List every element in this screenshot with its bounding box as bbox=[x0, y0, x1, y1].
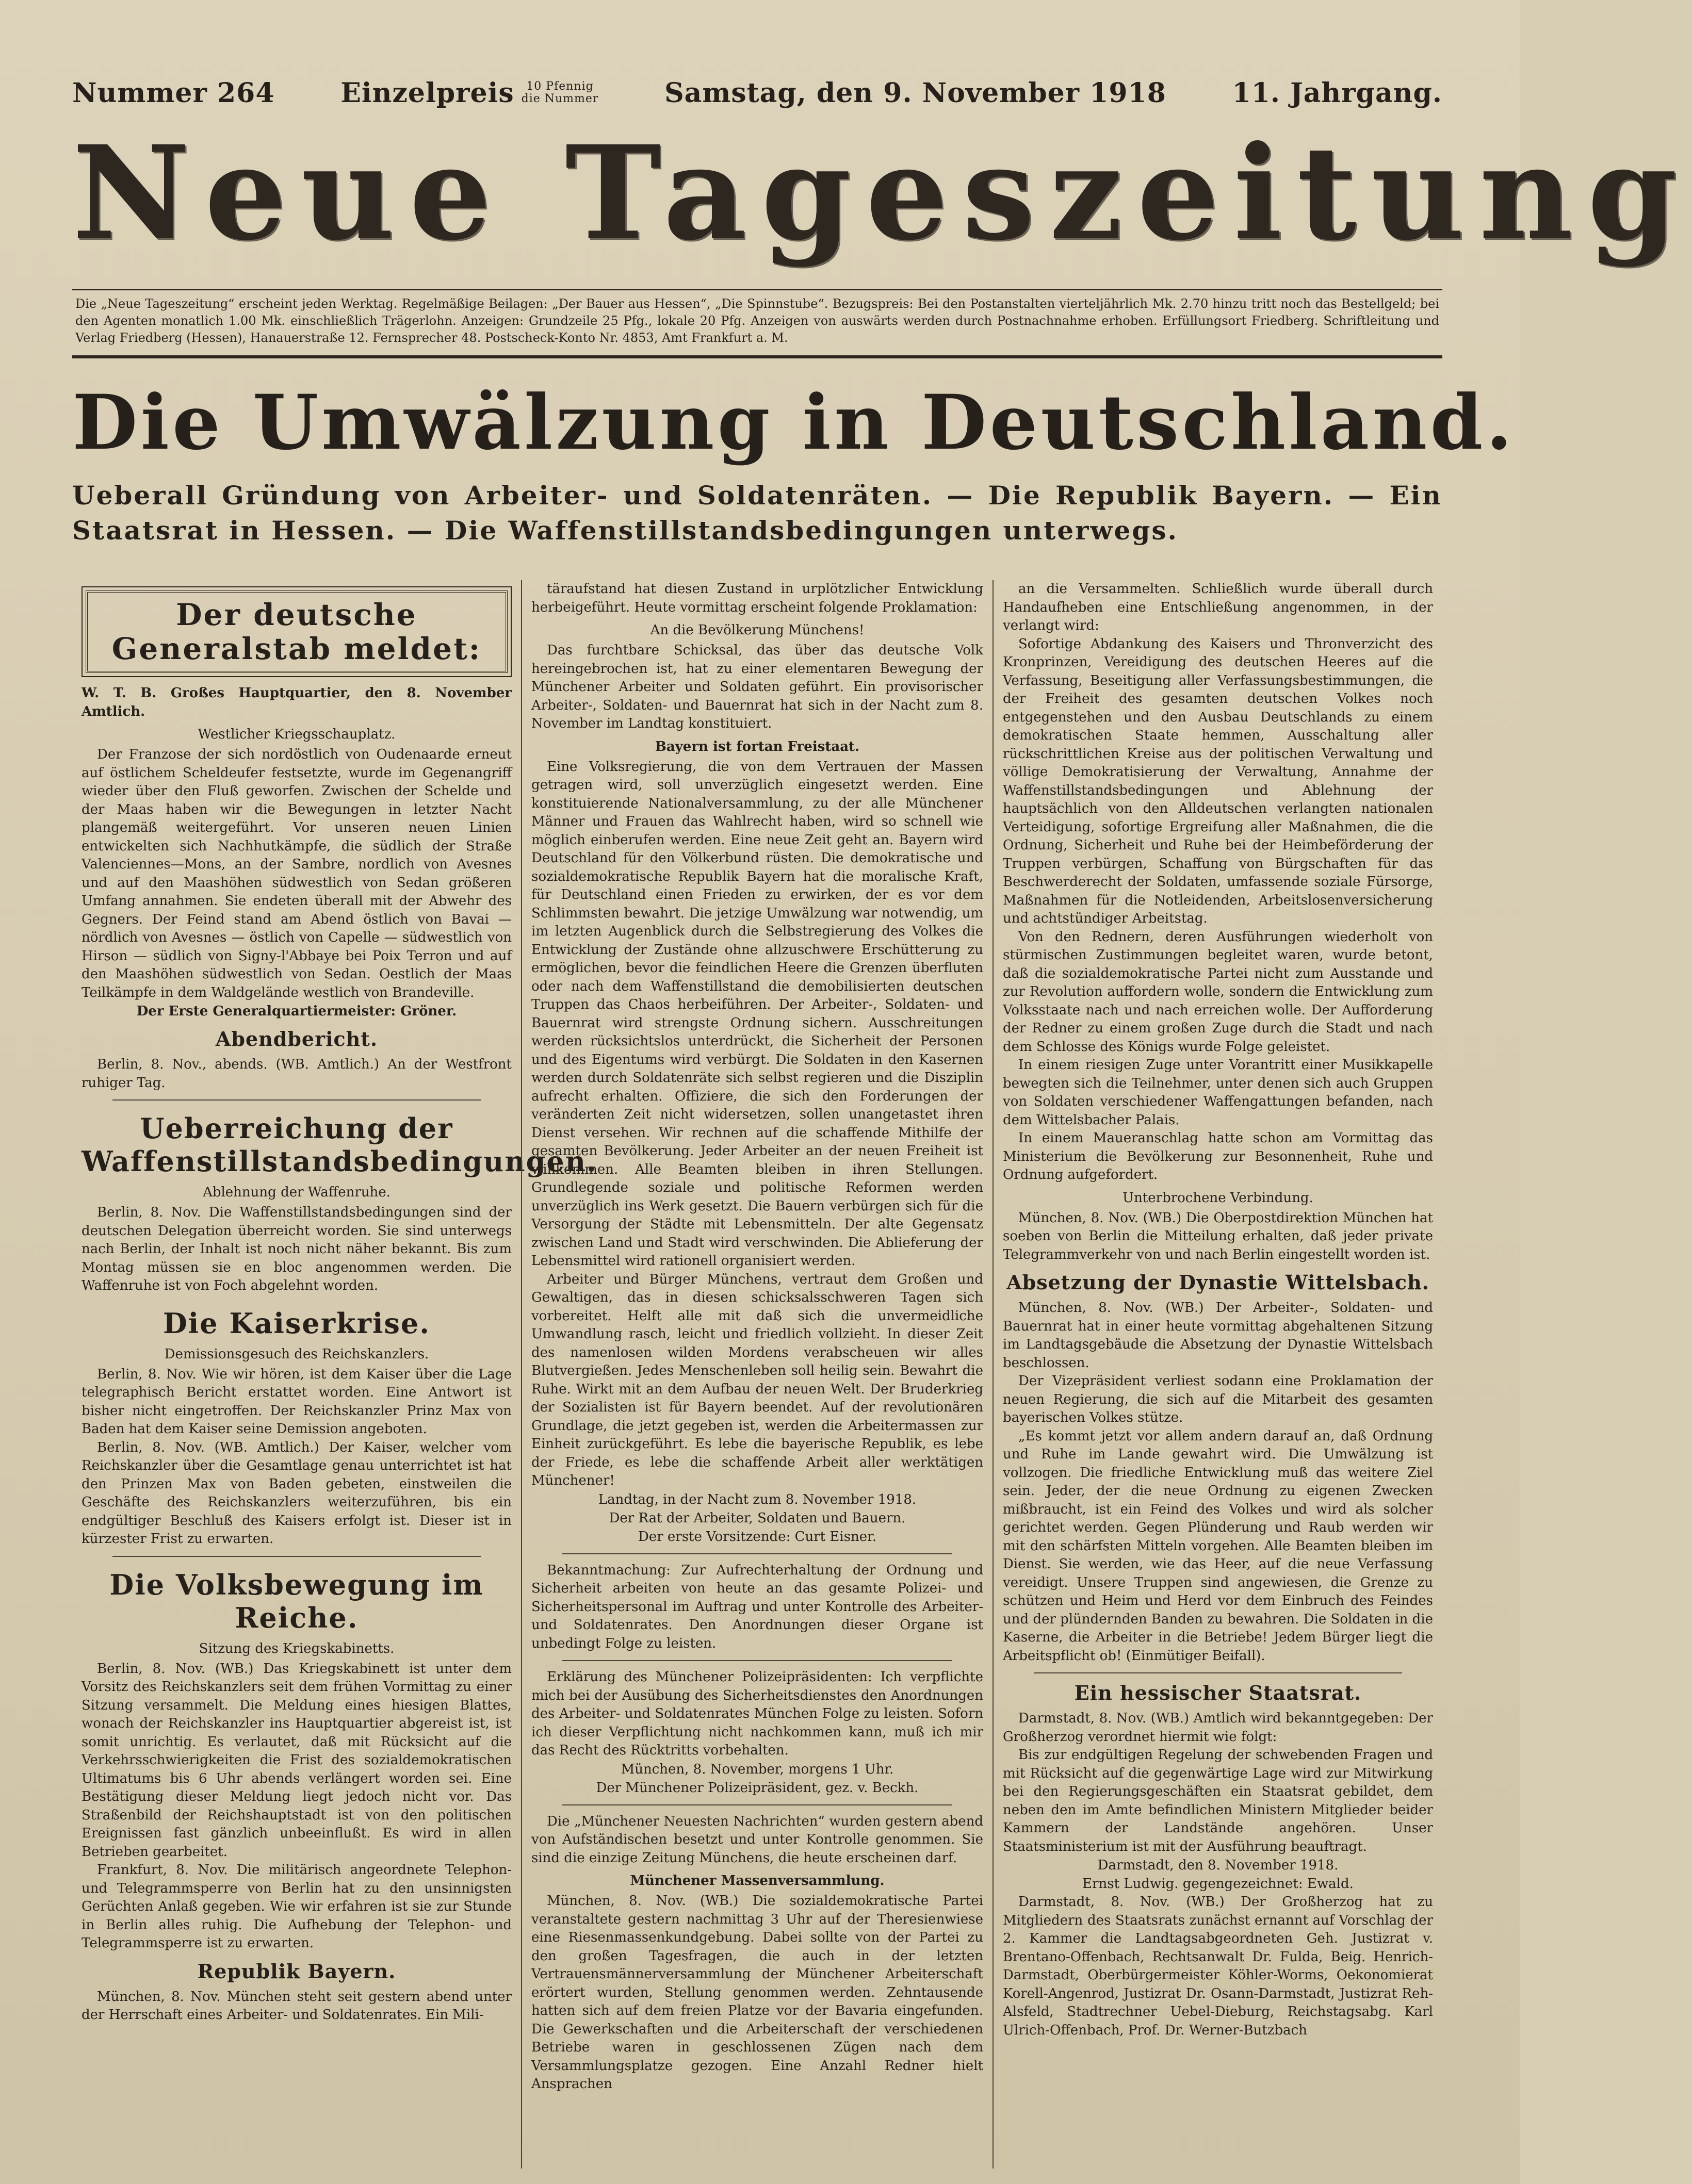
price-value: 10 Pfennig bbox=[526, 80, 594, 93]
article-paragraph: Erklärung des Münchener Polizeipräsidenten: Ich verpflichte mich bei der Ausübung des Sicherheitsdienstes den Anordnungen des Arbeiter- und Soldatenrates München Folge zu leisten. Soforn ich dieser Verpflichtung nicht nachkommen kann, muß ich mir das Recht des Rücktritts vorbehalten. bbox=[531, 1669, 983, 1758]
section-heading: Ueberreichung der Waffenstillstandsbedingungen. bbox=[82, 1112, 597, 1178]
article-paragraph: Von den Rednern, deren Ausführungen wiederholt von stürmischen Zustimmungen begleitet waren, wurde betont, daß die sozialdemokratische Partei nicht zum Ausstande und zur Revolution auffordern wolle, sondern die Entwicklung zum Volksstaate nach und nach erreichen wolle. Der Aufforderung der Redner zu einem großen Zuge durch die Stadt und nach dem Schlosse des Königs wurde Folge geleistet. bbox=[1003, 929, 1433, 1055]
subscription-info: Die „Neue Tageszeitung“ erscheint jeden Werktag. Regelmäßige Beilagen: „Der Bauer aus Hessen“, „Die Spinnstube“. Bezugspreis: Bei den Postanstalten vierteljährlich Mk. 2.70 hinzu tritt noch das Bestellgeld; bei den Agenten monatlich 1.00 Mk. einschließlich Trägerlohn. Anzeigen: Grundzeile 25 Pfg., lokale 20 Pfg. Anzeigen von auswärts werden durch Postnachnahme erhoben. Erfüllungsort Friedberg. Schriftleitung und Verlag Friedberg (Hessen), Hanauerstraße 12. Fernsprecher 48. Postscheck-Konto Nr. 4853, Amt Frankfurt a. M. bbox=[72, 289, 1442, 358]
signature: München, 8. November, morgens 1 Uhr. bbox=[621, 1761, 894, 1777]
section-heading: Absetzung der Dynastie Wittelsbach. bbox=[1006, 1271, 1429, 1294]
wtb-line: W. T. B. Großes Hauptquartier, den 8. November Amtlich. bbox=[82, 685, 512, 719]
article-paragraph: Berlin, 8. Nov. Wie wir hören, ist dem Kaiser über die Lage telegraphisch Bericht erstattet worden. Eine Antwort ist bisher nicht eingetroffen. Der Reichskanzler Prinz Max von Baden hat dem Kaiser seine Demission angeboten. bbox=[82, 1366, 512, 1437]
signature: Darmstadt, den 8. November 1918. bbox=[1097, 1858, 1339, 1873]
article-paragraph: Bis zur endgültigen Regelung der schwebenden Fragen und mit Rücksicht auf die gegenwärtige Lage wird zur Mitwirkung bei den Regierungsgeschäften ein Staatsrat gebildet, dem neben den im Amte befindlichen Ministern Mitglieder beider Kammern der Landstände angehören. Unser Staatsministerium ist mit der Ausführung beauftragt. bbox=[1003, 1747, 1433, 1854]
article-paragraph: Das furchtbare Schicksal, das über das deutsche Volk hereingebrochen ist, hat zu einer elementaren Bewegung der Münchener Arbeiter und Soldaten geführt. Ein provisorischer Arbeiter-, Soldaten- und Bauernrat hat sich in der Nacht zum 8. November im Landtag konstituiert. bbox=[531, 643, 983, 731]
section-heading: Republik Bayern. bbox=[197, 1959, 396, 1983]
article-paragraph: In einem Maueranschlag hatte schon am Vormittag das Ministerium die Bevölkerung zur Besonnenheit, Ruhe und Ordnung aufgefordert. bbox=[1003, 1130, 1433, 1183]
main-headline: Die Umwälzung in Deutschland. bbox=[72, 379, 1516, 467]
article-paragraph: Berlin, 8. Nov., abends. (WB. Amtlich.) An der Westfront ruhiger Tag. bbox=[82, 1057, 512, 1091]
signature: Der erste Vorsitzende: Curt Eisner. bbox=[638, 1529, 877, 1545]
sub-heading: Bayern ist fortan Freistaat. bbox=[655, 738, 860, 754]
sub-heading: Unterbrochene Verbindung. bbox=[1122, 1190, 1313, 1206]
article-paragraph: Eine Volksregierung, die von dem Vertrauen der Massen getragen wird, soll unverzüglich eingesetzt werden. Eine konstituierende Nationalversammlung, zu der alle Münchener Männer und Frauen das Wahlrecht haben, wird so schnell wie möglich einberufen werden. Eine neue Zeit geht an. Bayern wird Deutschland für den Völkerbund rüsten. Die demokratische und sozialdemokratische Republik Bayern hat die moralische Kraft, für Deutschland einen Frieden zu erwirken, der es vor dem Schlimmsten bewahrt. Die jetzige Umwälzung war notwendig, um im letzten Augenblick durch die Selbstregierung des Volkes die Entwicklung der Zustände ohne allzuschwere Erschütterung zu ermöglichen, bevor die feindlichen Heere die Grenzen überfluten oder nach dem Waffenstillstand die demobilisierten deutschen Truppen das Chaos herbeiführen. Der Arbeiter-, Soldaten- und Bauernrat wird strengste Ordnung sichern. Ausschreitungen werden rücksichtslos unterdrückt, die Sicherheit der Personen und des Eigentums wird verbürgt. Die Soldaten in den Kasernen werden durch Soldatenräte sich selbst regieren und die Disziplin aufrecht erhalten. Offiziere, die sich den Forderungen der veränderten Zeit nicht widersetzen, sollen unangetastet ihren Dienst versehen. Wir rechnen auf die schaffende Mithilfe der gesamten Bevölkerung. Jeder Arbeiter an der neuen Freiheit ist willkommen. Alle Beamten bleiben in ihren Stellungen. Grundlegende soziale und politische Reformen werden unverzüglich ins Werk gesetzt. Die Bauern verbürgen sich für die Versorgung der Städte mit Lebensmitteln. Der alte Gegensatz zwischen Land und Stadt wird verschwinden. Die Ablieferung der Lebensmittel wird rationell organisiert werden. bbox=[531, 759, 983, 1269]
sub-heading: Münchener Massenversammlung. bbox=[630, 1873, 885, 1889]
divider bbox=[112, 1099, 481, 1101]
sub-headline: Ueberall Gründung von Arbeiter- und Soldatenräten. — Die Republik Bayern. — Ein Staatsrat in Hessen. — Die Waffenstillstandsbedingungen unterwegs. bbox=[72, 480, 1442, 546]
article-paragraph: In einem riesigen Zuge unter Vorantritt einer Musikkapelle bewegten sich die Teilnehmer, unter denen sich auch Gruppen von Soldaten verschiedener Waffengattungen befanden, nach dem Wittelsbacher Palais. bbox=[1003, 1057, 1433, 1128]
article-paragraph: Sofortige Abdankung des Kaisers und Thronverzicht des Kronprinzen, Vereidigung des deutschen Heeres auf die Verfassung, Beseitigung aller Verfassungsbestimmungen, die der Freiheit des gesamten deutschen Volkes noch entgegenstehen und den Ausbau Deutschlands zu einem demokratischen Staate hemmen, Ausschaltung aller rückschrittlichen Kreise aus der politischen Verwaltung und völlige Demokratisierung der Verwaltung, Annahme der Waffenstillstandsbedingungen und Ablehnung der hauptsächlich von den Alldeutschen verlangten nationalen Verteidigung, sofortige Ergreifung aller Maßnahmen, die die Ordnung, Sicherheit und Ruhe bei der Heimbeförderung der Truppen verbürgen, Schaffung von Bürgschaften für das Beschwerderecht der Soldaten, umfassende soziale Fürsorge, Maßnahmen für die Notleidenden, Arbeitslosenversicherung und achtstündiger Arbeitstag. bbox=[1003, 636, 1433, 926]
divider bbox=[1034, 1672, 1402, 1673]
sub-heading: Westlicher Kriegsschauplatz. bbox=[198, 727, 396, 742]
section-heading: Die Kaiserkrise. bbox=[162, 1306, 431, 1340]
signature: Der Rat der Arbeiter, Soldaten und Bauern. bbox=[609, 1510, 906, 1526]
sub-heading: Ablehnung der Waffenruhe. bbox=[203, 1185, 391, 1200]
article-columns bbox=[72, 580, 1442, 2169]
article-paragraph: Berlin, 8. Nov. (WB.) Das Kriegskabinett ist unter dem Vorsitz des Reichskanzlers seit dem frühen Vormittag zu einer Sitzung versammelt. Die Meldung eines hiesigen Blattes, wonach der Reichskanzler ins Hauptquartier abgereist ist, ist somit unrichtig. Es verlautet, daß mit Rücksicht auf die Verkehrsschwierigkeiten die Frist des sozialdemokratischen Ultimatums bis 6 Uhr abends verlängert worden sei. Eine Bestätigung dieser Meldung liegt jedoch nicht vor. Das Straßenbild der Reichshauptstadt ist von den politischen Ereignissen fast gänzlich unbeeinflußt. Es wird in allen Betrieben gearbeitet. bbox=[82, 1661, 512, 1860]
signature: Der Erste Generalquartiermeister: Gröner. bbox=[136, 1004, 457, 1019]
section-heading: Ein hessischer Staatsrat. bbox=[1074, 1681, 1362, 1704]
price-unit: die Nummer bbox=[521, 92, 599, 105]
section-heading: Die Volksbewegung im Reiche. bbox=[109, 1568, 484, 1634]
newspaper-title: Neue Tageszeitung bbox=[72, 117, 1692, 269]
column-left bbox=[72, 580, 597, 2169]
masthead-bar bbox=[72, 72, 1442, 113]
divider bbox=[562, 1553, 952, 1554]
issue-date: Samstag, den 9. November 1918 bbox=[664, 77, 1166, 109]
signature: Ernst Ludwig. gegengezeichnet: Ewald. bbox=[1082, 1876, 1354, 1892]
divider bbox=[562, 1804, 952, 1805]
article-paragraph: Berlin, 8. Nov. (WB. Amtlich.) Der Kaiser, welcher vom Reichskanzler über die Gesamtlage genau unterrichtet ist hat den Prinzen Max von Baden gebeten, einstweilen die Geschäfte des Reichskanzlers weiterzuführen, bis ein endgültiger Beschluß des Kaisers erfolgt ist. Dieser ist in kürzester Frist zu erwarten. bbox=[82, 1439, 512, 1547]
article-paragraph: an die Versammelten. Schließlich wurde überall durch Handaufheben eine Entschließung angenommen, in der verlangt wird: bbox=[1003, 581, 1433, 633]
divider bbox=[112, 1556, 481, 1557]
signature: Der Münchener Polizeipräsident, gez. v. Beckh. bbox=[596, 1780, 919, 1796]
article-paragraph: München, 8. Nov. München steht seit gestern abend unter der Herrschaft eines Arbeiter- und Soldatenrates. Ein Mili- bbox=[82, 1989, 512, 2023]
section-heading: Abendbericht. bbox=[215, 1027, 378, 1050]
article-paragraph: Darmstadt, 8. Nov. (WB.) Der Großherzog hat zu Mitgliedern des Staatsrats zunächst ernannt auf Vorschlag der 2. Kammer die Landtagsabgeordneten Geh. Justizrat v. Brentano-Offenbach, Rechtsanwalt Dr. Fulda, Beig. Henrich-Darmstadt, Oberbürgermeister Köhler-Worms, Oekonomierat Korell-Angenrod, Justizrat Dr. Osann-Darmstadt, Justizrat Reh-Alsfeld, Stadtrechner Uebel-Dieburg, Reichstagsabg. Karl Ulrich-Offenbach, Prof. Dr. Werner-Butzbach bbox=[1003, 1894, 1433, 2038]
column-middle bbox=[521, 580, 994, 2169]
article-paragraph: München, 8. Nov. (WB.) Der Arbeiter-, Soldaten- und Bauernrat hat in einer heute vormittag abgehaltenen Sitzung im Landtagsgebäude die Absetzung der Dynastie Wittelsbach beschlossen. bbox=[1003, 1300, 1433, 1371]
sub-heading: Sitzung des Kriegskabinetts. bbox=[199, 1640, 395, 1656]
price-detail bbox=[522, 80, 599, 105]
article-paragraph: Bekanntmachung: Zur Aufrechterhaltung der Ordnung und Sicherheit arbeiten von heute an das gesamte Polizei- und Sicherheitspersonal im Auftrag und unter Kontrolle des Arbeiter- und Soldatenrates. Den Anordnungen dieser Organe ist unbedingt Folge zu leisten. bbox=[531, 1562, 983, 1651]
article-paragraph: Darmstadt, 8. Nov. (WB.) Amtlich wird bekanntgegeben: Der Großherzog verordnet hiermit wie folgt: bbox=[1003, 1711, 1433, 1745]
article-paragraph: Die „Münchener Neuesten Nachrichten“ wurden gestern abend von Aufständischen besetzt und unter Kontrolle genommen. Sie sind die einzige Zeitung Münchens, die heute erscheinen darf. bbox=[531, 1813, 983, 1866]
signature: Landtag, in der Nacht zum 8. November 1918. bbox=[598, 1491, 917, 1507]
article-paragraph: München, 8. Nov. (WB.) Die sozialdemokratische Partei veranstaltete gestern nachmittag 3 Uhr auf der Theresienwiese eine Riesenmassenkundgebung. Dabei sollte von der Partei zu den großen Tagesfragen, die auch in der letzten Vertrauensmännerversammlung der Münchener Arbeiterschaft erörtert wurden, Stellung genommen werden. Zehntausende hatten sich auf dem freien Platze vor der Bavaria eingefunden. Die Gewerkschaften und die Arbeiterschaft der verschiedenen Betriebe waren in geschlossenen Zügen nach dem Versammlungsplatze gezogen. Eine Anzahl Redner hielt Ansprachen bbox=[531, 1893, 983, 2092]
article-paragraph: München, 8. Nov. (WB.) Die Oberpostdirektion München hat soeben von Berlin die Mitteilung erhalten, daß jeder private Telegrammverkehr von und nach Berlin eingestellt worden ist. bbox=[1003, 1210, 1433, 1262]
generalstab-heading: Der deutsche Generalstab meldet: bbox=[86, 590, 508, 673]
article-paragraph: Arbeiter und Bürger Münchens, vertraut dem Großen und Gewaltigen, das in diesen schicksalsschweren Tagen sich vorbereitet. Helft alle mit daß sich die unvermeidliche Umwandlung rasch, leicht und friedlich vollzieht. In dieser Zeit des namenlosen wilden Mordens verabscheuen wir alles Blutvergießen. Jedes Menschenleben soll heilig sein. Bewahrt die Ruhe. Wirkt mit an dem Aufbau der neuen Welt. Der Bruderkrieg der Sozialisten ist für Bayern beendet. Auf der revolutionären Grundlage, die jetzt gegeben ist, werden die Arbeitermassen zur Einheit zurückgeführt. Es lebe die bayerische Republik, es lebe der Friede, es lebe die schaffende Arbeit aller werktätigen Münchener! bbox=[531, 1271, 983, 1488]
price-block bbox=[340, 77, 598, 109]
sub-heading: Demissionsgesuch des Reichskanzlers. bbox=[164, 1346, 429, 1362]
sub-heading: An die Bevölkerung Münchens! bbox=[650, 622, 865, 638]
article-paragraph: Berlin, 8. Nov. Die Waffenstillstandsbedingungen sind der deutschen Delegation überreicht worden. Sie sind unterwegs nach Berlin, der Inhalt ist noch nicht näher bekannt. Bis zum Montag müssen sie en bloc angenommen werden. Die Waffenruhe ist von Foch abgelehnt worden. bbox=[82, 1205, 512, 1293]
divider bbox=[562, 1660, 952, 1661]
price-label: Einzelpreis bbox=[340, 77, 514, 109]
column-right bbox=[994, 580, 1442, 2169]
article-paragraph: „Es kommt jetzt vor allem andern darauf an, daß Ordnung und Ruhe im Lande gewahrt wird. Die Umwälzung ist vollzogen. Die friedliche Entwicklung muß das weitere Ziel sein. Jeder, der die neue Ordnung zu eigenen Zwecken mißbraucht, ist ein Feind des Volkes und wird als solcher gerichtet werden. Gegen Plünderung und Raub werden wir mit den schärfsten Mitteln vorgehen. Alle Beamten bleiben im Dienst. Sie werden, wie das Heer, auf die neue Verfassung vereidigt. Unsere Truppen sind angewiesen, die Grenze zu schützen und Heim und Herd vor dem Einbruch des Feindes und der plündernden Banden zu bewahren. Die Soldaten in die Kaserne, die Arbeiter in die Betriebe! Jedem Bürger liegt die Arbeitspflicht ob! (Einmütiger Beifall). bbox=[1003, 1428, 1433, 1664]
issue-number: Nummer 264 bbox=[72, 77, 275, 109]
article-paragraph: Frankfurt, 8. Nov. Die militärisch angeordnete Telephon- und Telegrammsperre von Berlin hat zu den unsinnigsten Gerüchten Anlaß gegeben. Wie wir erfahren ist sie zur Stunde in Berlin alles ruhig. Die Aufhebung der Telephon- und Telegrammsperre ist zu erwarten. bbox=[82, 1862, 512, 1951]
article-paragraph: Der Franzose der sich nordöstlich von Oudenaarde erneut auf östlichem Scheldeufer festsetzte, wurde im Gegenangriff wieder über den Fluß geworfen. Zwischen der Schelde und der Maas haben wir die Bewegungen in letzter Nacht plangemäß weitergeführt. Vor unseren neuen Linien entwickelten sich Nachhutkämpfe, die südlich der Straße Valenciennes—Mons, an der Sambre, nordlich von Avesnes und auf den Maashöhen südwestlich von Sedan größeren Umfang annahmen. Sie endeten überall mit der Abwehr des Gegners. Der Feind stand am Abend östlich von Bavai — nördlich von Avesnes — östlich von Capelle — südwestlich von Hirson — südlich von Signy-l'Abbaye bei Poix Terron und auf den Maashöhen südwestlich von Sedan. Oestlich der Maas Teilkämpfe in dem Waldgelände westlich von Brandeville. bbox=[82, 747, 512, 1000]
article-paragraph: Der Vizepräsident verliest sodann eine Proklamation der neuen Regierung, die sich auf die Mitarbeit des gesamten bayerischen Volkes stütze. bbox=[1003, 1373, 1433, 1425]
article-paragraph: täraufstand hat diesen Zustand in urplötzlicher Entwicklung herbeigeführt. Heute vormittag erscheint folgende Proklamation: bbox=[531, 581, 983, 615]
volume: 11. Jahrgang. bbox=[1232, 77, 1442, 109]
